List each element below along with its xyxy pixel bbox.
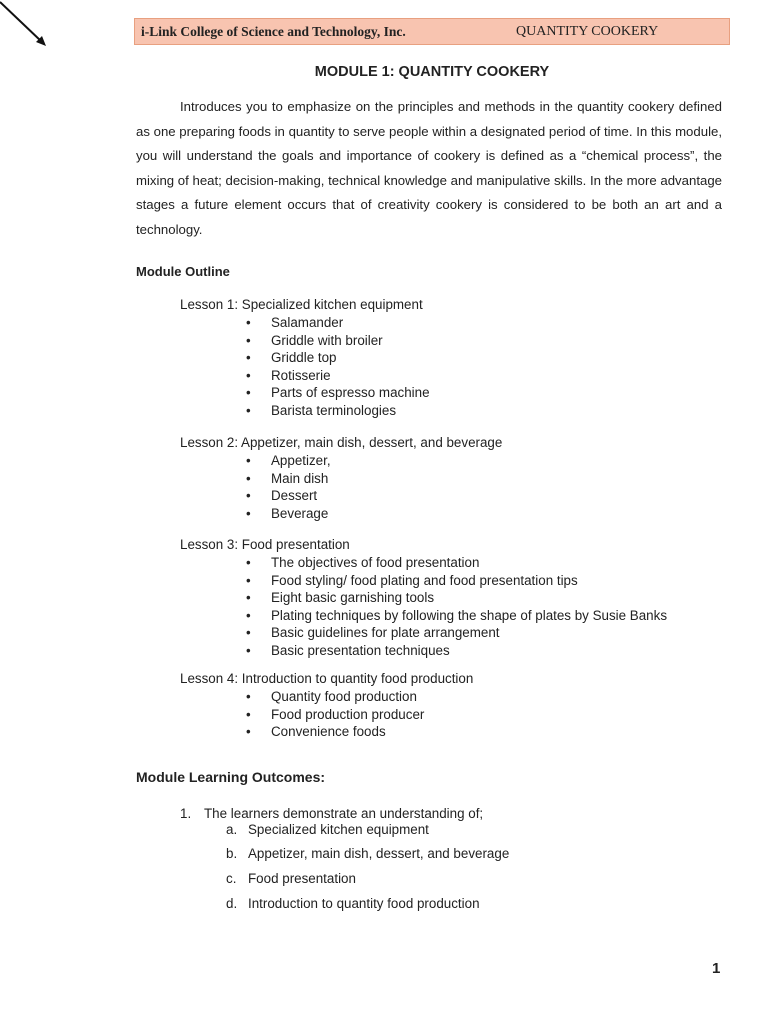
header-bar [134,18,730,45]
bullet-icon: • [246,488,251,504]
module-outline-heading: Module Outline [136,264,230,279]
bullet-icon: • [246,724,251,740]
list-item: • Convenience foods [246,724,386,740]
bullet-icon: • [246,607,251,623]
list-item: • Barista terminologies [246,402,397,418]
bullet-icon: • [246,385,251,401]
list-item: • Rotisserie [246,367,331,383]
page-title: MODULE 1: QUANTITY COOKERY [314,64,550,80]
outcome-statement: The learners demonstrate an understanding of; [204,806,484,821]
outcome-subitem: c. Food presentation [226,871,356,886]
outcome-number: 1. [180,806,192,821]
lesson-title: Lesson 4: Introduction to quantity food production [180,671,474,686]
list-item: • Dessert [246,488,318,504]
outcome-subitem: d. Introduction to quantity food production [226,896,480,911]
list-item: • Plating techniques by following the shape of plates by Susie Banks [246,607,668,623]
header-school: i-Link College of Science and Technology, Inc. [141,24,406,39]
corner-arrow-icon [0,0,60,60]
learning-outcomes-heading: Module Learning Outcomes: [136,769,326,785]
bullet-icon: • [246,453,251,468]
bullet-icon: • [246,689,251,704]
list-item: • Eight basic garnishing tools [246,590,435,606]
lesson-4 [180,670,473,741]
lesson-3 [180,536,667,660]
list-item: • Griddle with broiler [246,332,383,348]
list-item: • The objectives of food presentation [246,555,480,570]
bullet-icon: • [246,315,251,330]
list-item: • Beverage [246,505,329,521]
bullet-icon: • [246,590,251,606]
bullet-icon: • [246,505,251,521]
list-item: • Food production producer [246,706,425,722]
outcome-subitem: b. Appetizer, main dish, dessert, and beverage [226,846,510,861]
header-course: QUANTITY COOKERY [516,24,659,39]
list-item: • Appetizer, [246,453,331,468]
bullet-icon: • [246,572,251,588]
lesson-title: Lesson 1: Specialized kitchen equipment [180,297,423,312]
list-item: • Basic presentation techniques [246,642,450,658]
list-item: • Griddle top [246,350,337,366]
bullet-icon: • [246,625,251,641]
page-number: 1 [712,960,721,977]
list-item: • Salamander [246,315,344,330]
lesson-title: Lesson 3: Food presentation [180,537,350,552]
bullet-icon: • [246,706,251,722]
bullet-icon: • [246,642,251,658]
lesson-1 [180,296,430,420]
bullet-icon: • [246,470,251,486]
list-item: • Basic guidelines for plate arrangement [246,625,500,641]
lesson-2 [180,434,502,522]
intro-paragraph: Introduces you to emphasize on the principles and methods in the quantity cookery defined as one preparing foods in quantity to serve people within a designated period of time. In this module, you will understand the goals and importance of cookery is defined as a “chemical process”, the mixing of heat; decision-making, technical knowledge and manipulative skills. In the more advantage stages a future element occurs that of creativity cookery is considered to be both an art and a technology. [136,99,722,237]
bullet-icon: • [246,367,251,383]
list-item: • Parts of espresso machine [246,385,430,401]
lesson-title: Lesson 2: Appetizer, main dish, dessert, and beverage [180,435,503,450]
bullet-icon: • [246,350,251,366]
list-item: • Main dish [246,470,329,486]
bullet-icon: • [246,555,251,570]
outcome-subitem: a. Specialized kitchen equipment [226,822,429,837]
bullet-icon: • [246,332,251,348]
list-item: • Quantity food production [246,689,417,704]
list-item: • Food styling/ food plating and food presentation tips [246,572,578,588]
bullet-icon: • [246,402,251,418]
